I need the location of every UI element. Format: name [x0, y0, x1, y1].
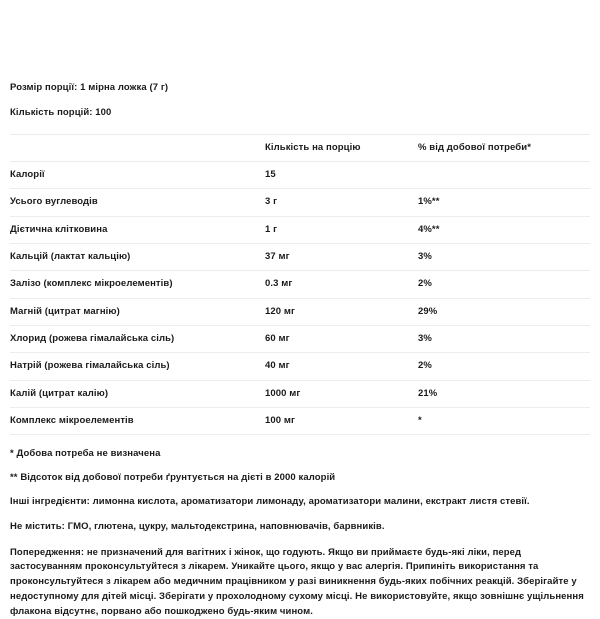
table-row: [10, 353, 590, 380]
nutrient-daily-value: 29%: [418, 298, 590, 325]
table-row: [10, 380, 590, 407]
nutrition-facts-table: [10, 134, 590, 436]
nutrient-name: Калій (цитрат калію): [10, 380, 265, 407]
serving-size-line: Розмір порції: 1 мірна ложка (7 г): [10, 82, 169, 93]
nutrient-name: Усього вуглеводів: [10, 189, 265, 216]
servings-per-container-line: Кількість порцій: 100: [10, 106, 112, 118]
other-ingredients-text: Інші інгредієнти: лимонна кислота, ароматизатори лимонаду, ароматизатори малини, екстракт листя стевії.: [10, 496, 530, 508]
column-header-nutrient: [10, 134, 265, 161]
warning-text: Попередження: не призначений для вагітних і жінок, що годують. Якщо ви приймаєте будь-які ліки, перед застосуванням проконсультуйтеся з лікарем. Уникайте цього, якщо у вас алергія. Припиніть використання та проконсультуйтеся з лікарем або медичним працівником у разі виникнення будь-яких побічних реакцій. Зберігайте у недоступному для дітей місці. Зберігати у прохолодному сухому місці. Не використовуйте, якщо зовнішнє ущільнення флакона відсутнє, порвано або пошкоджено будь-яким чином.: [10, 546, 584, 617]
table-body: [10, 161, 590, 434]
nutrient-amount: 1000 мг: [265, 380, 418, 407]
table-row: [10, 216, 590, 243]
nutrient-name: Комплекс мікроелементів: [10, 408, 265, 435]
nutrient-amount: 40 мг: [265, 353, 418, 380]
nutrient-daily-value: 2%: [418, 271, 590, 298]
nutrient-daily-value: *: [418, 408, 590, 435]
nutrient-amount: 15: [265, 161, 418, 188]
nutrient-name: Дієтична клітковина: [10, 216, 265, 243]
nutrient-name: Натрій (рожева гімалайська сіль): [10, 353, 265, 380]
column-header-amount-per-serving: Кількість на порцію: [265, 134, 418, 161]
footnotes-section: [10, 448, 590, 485]
footnote-single-star: * Добова потреба не визначена: [10, 448, 161, 460]
nutrient-daily-value: 21%: [418, 380, 590, 407]
nutrient-name: Залізо (комплекс мікроелементів): [10, 271, 265, 298]
table-row: [10, 161, 590, 188]
nutrient-amount: 0.3 мг: [265, 271, 418, 298]
nutrient-amount: 60 мг: [265, 326, 418, 353]
nutrient-amount: 120 мг: [265, 298, 418, 325]
table-row: [10, 189, 590, 216]
table-row: [10, 326, 590, 353]
nutrient-name: Хлорид (рожева гімалайська сіль): [10, 326, 265, 353]
table-row: [10, 298, 590, 325]
table-row: [10, 271, 590, 298]
table-row: [10, 408, 590, 435]
nutrient-amount: 1 г: [265, 216, 418, 243]
nutrient-daily-value: [418, 161, 590, 188]
nutrient-daily-value: 3%: [418, 244, 590, 271]
nutrient-daily-value: 2%: [418, 353, 590, 380]
nutrient-daily-value: 3%: [418, 326, 590, 353]
nutrient-amount: 100 мг: [265, 408, 418, 435]
nutrient-name: Магній (цитрат магнію): [10, 298, 265, 325]
free-from-text: Не містить: ГМО, глютена, цукру, мальтодекстрина, наповнювачів, барвників.: [10, 520, 385, 532]
nutrient-name: Кальцій (лактат кальцію): [10, 244, 265, 271]
nutrient-daily-value: 1%**: [418, 189, 590, 216]
nutrient-amount: 37 мг: [265, 244, 418, 271]
nutrient-amount: 3 г: [265, 189, 418, 216]
nutrient-daily-value: 4%**: [418, 216, 590, 243]
table-header: [10, 134, 590, 161]
table-header-row: [10, 134, 590, 161]
table-row: [10, 244, 590, 271]
column-header-daily-value: % від добової потреби*: [418, 134, 590, 161]
nutrient-name: Калорії: [10, 161, 265, 188]
footnote-double-star: ** Відсоток від добової потреби ґрунтується на дієті в 2000 калорій: [10, 472, 336, 484]
